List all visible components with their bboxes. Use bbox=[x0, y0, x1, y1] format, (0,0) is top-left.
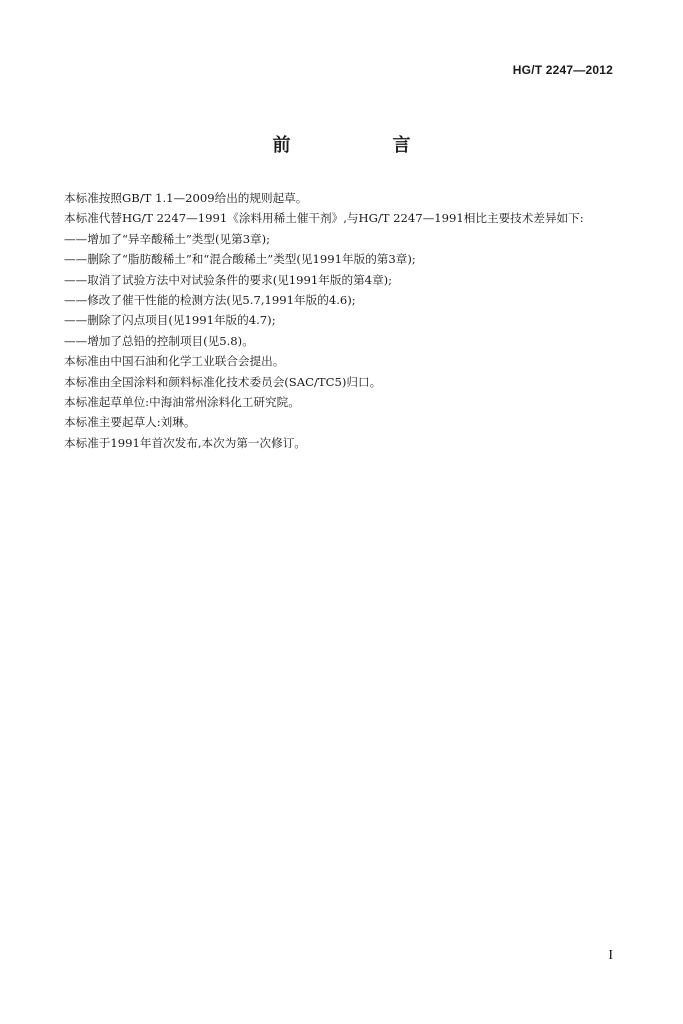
paragraph-replacement: 本标准代替HG/T 2247—1991《涂料用稀土催干剂》,与HG/T 2247—1991相比主要技术差异如下: bbox=[64, 211, 584, 226]
page-number: I bbox=[608, 948, 613, 963]
change-item: ——取消了试验方法中对试验条件的要求(见1991年版的第4章); bbox=[64, 272, 393, 287]
paragraph-history: 本标准于1991年首次发布,本次为第一次修订。 bbox=[64, 435, 306, 450]
paragraph-proposer: 本标准由中国石油和化学工业联合会提出。 bbox=[64, 354, 285, 369]
paragraph-drafting-rules: 本标准按照GB/T 1.1—2009给出的规则起草。 bbox=[64, 191, 308, 205]
change-item: ——删除了“脂肪酸稀土”和“混合酸稀土”类型(见1991年版的第3章); bbox=[64, 252, 416, 267]
change-item: ——修改了催干性能的检测方法(见5.7,1991年版的4.6); bbox=[64, 293, 356, 308]
standard-code: HG/T 2247—2012 bbox=[512, 63, 613, 77]
document-body bbox=[40, 188, 616, 453]
change-item: ——增加了总铅的控制项目(见5.8)。 bbox=[64, 333, 254, 348]
page-title: 前 言 bbox=[272, 135, 453, 156]
paragraph-committee: 本标准由全国涂料和颜料标准化技术委员会(SAC/TC5)归口。 bbox=[64, 374, 382, 389]
change-item: ——删除了闪点项目(见1991年版的4.7); bbox=[64, 313, 276, 328]
paragraph-drafters: 本标准主要起草人:刘琳。 bbox=[64, 415, 196, 430]
change-item: ——增加了“异辛酸稀土”类型(见第3章); bbox=[64, 231, 271, 246]
paragraph-drafting-unit: 本标准起草单位:中海油常州涂料化工研究院。 bbox=[64, 395, 300, 410]
